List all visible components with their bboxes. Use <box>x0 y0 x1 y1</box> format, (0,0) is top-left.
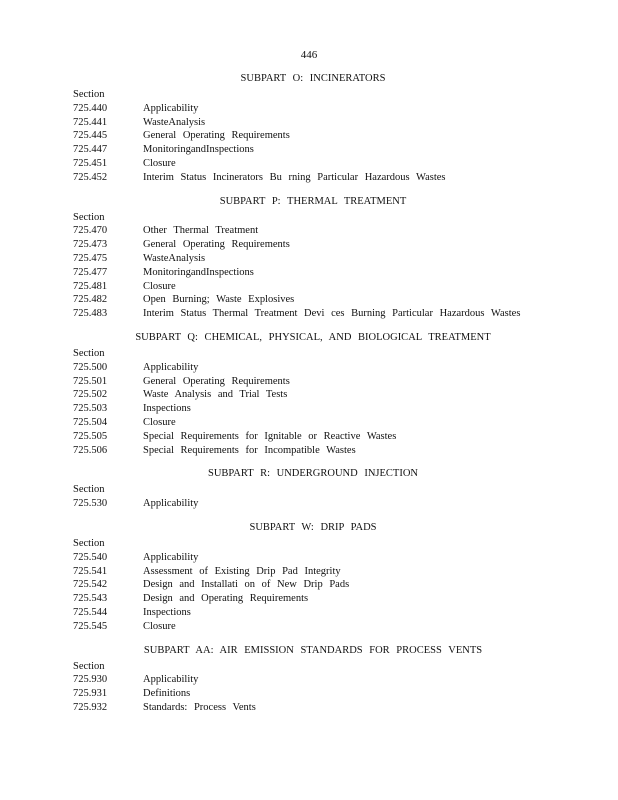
list-item <box>73 266 553 280</box>
section-number: 725.503 <box>73 403 108 415</box>
section-number: 725.501 <box>73 375 108 387</box>
section-number: 725.452 <box>73 171 108 183</box>
section-title: Special Requirements for Incompatible Wastes <box>143 444 356 456</box>
list-item <box>73 606 553 620</box>
list-item <box>73 565 553 579</box>
list-item <box>73 416 553 430</box>
list-item <box>73 238 553 252</box>
section-heading: Section <box>73 89 105 100</box>
list-item <box>73 307 553 321</box>
list-item <box>73 402 553 416</box>
list-item <box>73 578 553 592</box>
list-item <box>73 157 553 171</box>
section-number: 725.441 <box>73 116 108 128</box>
section-title: Open Burning; Waste Explosives <box>143 294 295 306</box>
list-item <box>73 129 553 143</box>
section-number: 725.505 <box>73 430 108 442</box>
section-title: Closure <box>143 416 176 428</box>
section-number: 725.530 <box>73 498 108 510</box>
section-number: 725.506 <box>73 444 108 456</box>
section-number: 725.482 <box>73 294 108 306</box>
section-number: 725.470 <box>73 225 108 237</box>
section-number: 725.475 <box>73 252 108 264</box>
section-title: MonitoringandInspections <box>143 144 254 156</box>
list-item <box>73 497 553 511</box>
subpart-title: SUBPART AA: AIR EMISSION STANDARDS FOR PROCESS VENTS <box>143 644 483 656</box>
section-number: 725.451 <box>73 157 108 169</box>
section-number: 725.477 <box>73 266 108 278</box>
subpart-title: SUBPART O: INCINERATORS <box>240 73 386 84</box>
section-number: 725.445 <box>73 130 108 142</box>
section-heading: Section <box>73 537 105 549</box>
section-title: Inspections <box>143 403 191 415</box>
list-item <box>73 361 553 375</box>
section-number: 725.545 <box>73 620 108 632</box>
section-number: 725.540 <box>73 551 108 563</box>
section-title: Applicability <box>143 361 199 373</box>
section-title: Closure <box>143 620 176 632</box>
list-item <box>73 592 553 606</box>
list-item <box>73 375 553 389</box>
section-title: Other Thermal Treatment <box>143 225 259 237</box>
section-number: 725.473 <box>73 239 108 251</box>
list-item <box>73 430 553 444</box>
subpart-r <box>73 467 553 511</box>
table-of-contents <box>73 72 553 725</box>
list-item <box>73 687 553 701</box>
section-title: Applicability <box>143 551 199 563</box>
section-number: 725.447 <box>73 144 108 156</box>
section-number: 725.502 <box>73 389 108 401</box>
section-number: 725.541 <box>73 565 108 577</box>
list-item <box>73 224 553 238</box>
section-title: WasteAnalysis <box>143 116 206 128</box>
list-item <box>73 116 553 130</box>
section-number: 725.500 <box>73 361 108 373</box>
list-item <box>73 143 553 157</box>
section-title: Definitions <box>143 688 191 700</box>
section-number: 725.483 <box>73 308 108 320</box>
subpart-w <box>73 521 553 634</box>
section-number: 725.440 <box>73 102 108 114</box>
section-title: Interim Status Thermal Treatment Devi ces Burning Particular Hazardous Wastes <box>143 308 521 320</box>
section-number: 725.930 <box>73 674 108 686</box>
section-title: Design and Operating Requirements <box>143 593 309 605</box>
page-number: 446 <box>300 49 318 61</box>
list-item <box>73 551 553 565</box>
subpart-o <box>73 72 553 185</box>
list-item <box>73 673 553 687</box>
section-title: General Operating Requirements <box>143 375 290 387</box>
list-item <box>73 252 553 266</box>
section-title: Special Requirements for Ignitable or Reactive Wastes <box>143 430 397 442</box>
section-title: WasteAnalysis <box>143 252 206 264</box>
section-heading: Section <box>73 484 105 496</box>
list-item <box>73 280 553 294</box>
section-heading: Section <box>73 660 105 672</box>
subpart-p <box>73 195 553 321</box>
list-item <box>73 701 553 715</box>
subpart-title: SUBPART P: THERMAL TREATMENT <box>219 195 407 207</box>
section-number: 725.931 <box>73 688 108 700</box>
section-number: 725.932 <box>73 701 108 713</box>
section-number: 725.544 <box>73 606 108 618</box>
section-title: Closure <box>143 280 176 292</box>
subpart-title: SUBPART R: UNDERGROUND INJECTION <box>207 468 419 480</box>
list-item <box>73 388 553 402</box>
section-number: 725.542 <box>73 579 108 591</box>
subpart-q <box>73 331 553 457</box>
list-item <box>73 293 553 307</box>
subpart-aa <box>73 644 553 715</box>
section-title: General Operating Requirements <box>143 239 290 251</box>
list-item <box>73 620 553 634</box>
section-title: MonitoringandInspections <box>143 266 254 278</box>
section-title: Applicability <box>143 498 199 510</box>
section-number: 725.504 <box>73 416 108 428</box>
section-title: Assessment of Existing Drip Pad Integrity <box>143 565 341 577</box>
section-title: Closure <box>143 157 176 169</box>
subpart-title: SUBPART W: DRIP PADS <box>249 521 377 533</box>
list-item <box>73 444 553 458</box>
section-heading: Section <box>73 211 105 223</box>
section-title: Design and Installati on of New Drip Pads <box>143 579 350 591</box>
section-number: 725.481 <box>73 280 108 292</box>
section-title: General Operating Requirements <box>143 130 290 142</box>
section-title: Applicability <box>143 102 199 114</box>
list-item <box>73 171 553 185</box>
section-title: Interim Status Incinerators Bu rning Particular Hazardous Wastes <box>143 171 446 183</box>
section-title: Applicability <box>143 674 199 686</box>
section-title: Standards: Process Vents <box>143 701 256 713</box>
list-item <box>73 102 553 116</box>
section-heading: Section <box>73 347 105 359</box>
section-title: Waste Analysis and Trial Tests <box>143 389 288 401</box>
section-title: Inspections <box>143 606 191 618</box>
section-number: 725.543 <box>73 593 108 605</box>
subpart-title: SUBPART Q: CHEMICAL, PHYSICAL, AND BIOLOGICAL TREATMENT <box>135 331 491 343</box>
